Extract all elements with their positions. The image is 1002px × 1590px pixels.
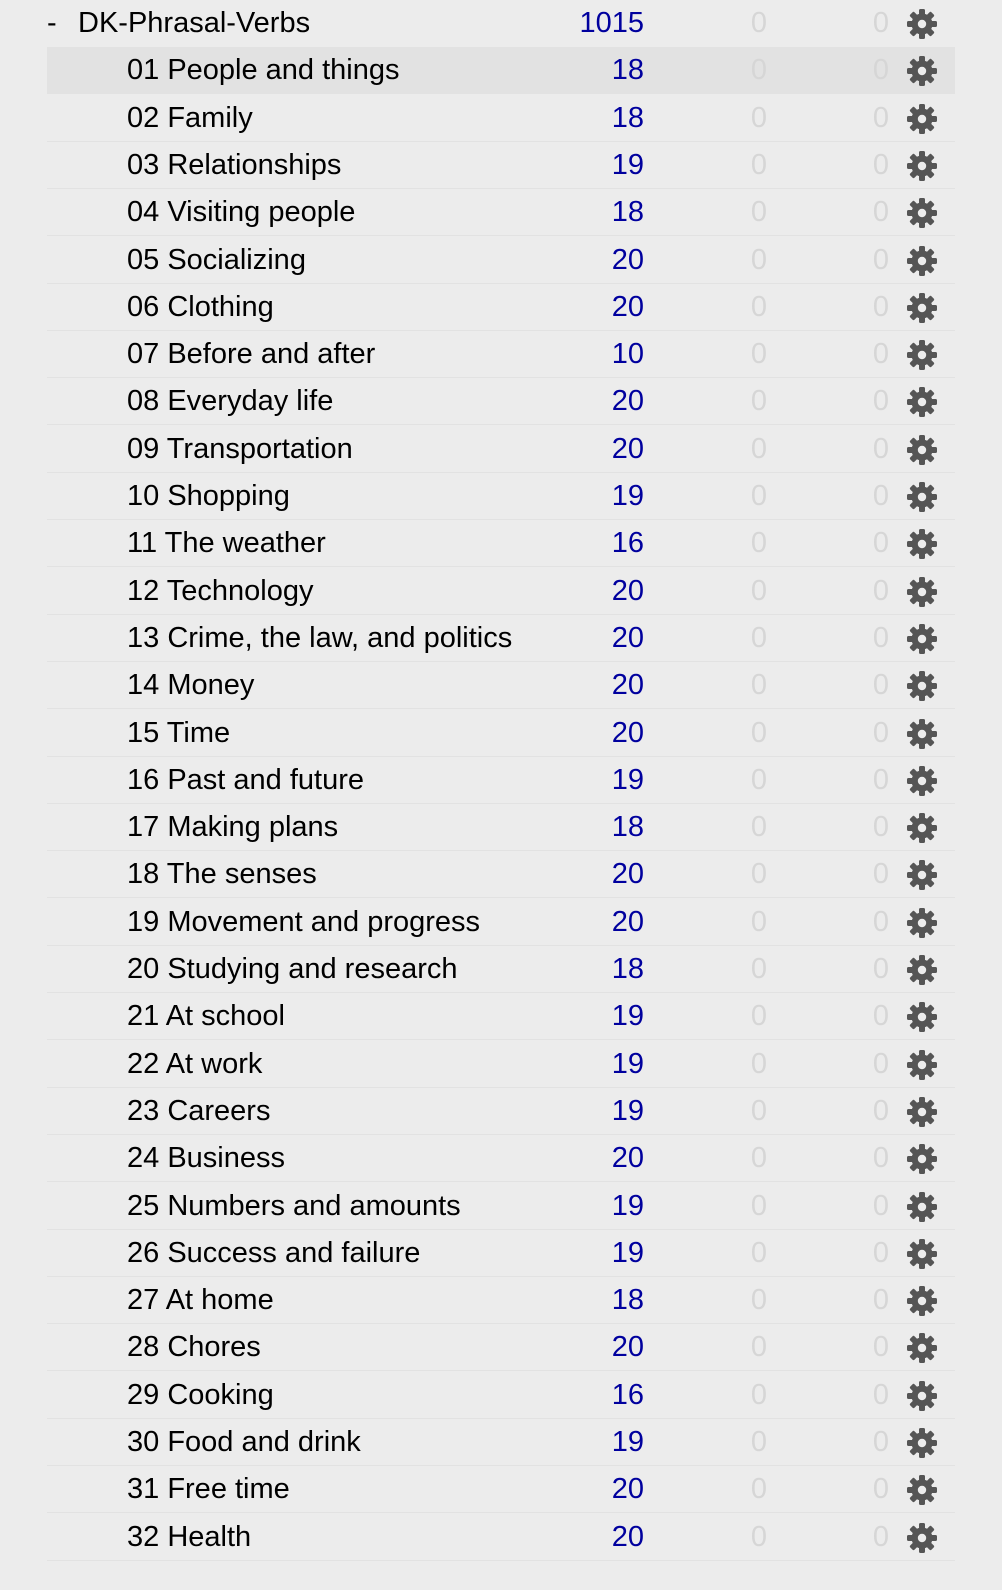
subdeck-name[interactable]: 15 Time xyxy=(127,716,231,749)
learn-count: 0 xyxy=(750,1426,767,1458)
gear-icon[interactable] xyxy=(906,765,938,797)
gear-icon[interactable] xyxy=(906,292,938,324)
new-count: 20 xyxy=(611,1473,644,1506)
subdeck-row[interactable] xyxy=(47,757,955,804)
learn-count: 0 xyxy=(750,1331,767,1364)
gear-icon[interactable] xyxy=(906,1096,938,1128)
new-count: 1015 xyxy=(579,7,644,39)
gear-icon[interactable] xyxy=(906,1427,938,1459)
subdeck-name[interactable]: 14 Money xyxy=(127,669,255,702)
subdeck-name[interactable]: 13 Crime, the law, and politics xyxy=(127,621,513,654)
due-count: 0 xyxy=(872,1189,889,1222)
due-count: 0 xyxy=(872,574,889,607)
subdeck-name[interactable]: 29 Cooking xyxy=(127,1378,274,1411)
gear-icon[interactable] xyxy=(906,859,938,891)
new-count: 20 xyxy=(611,1520,644,1553)
due-count: 0 xyxy=(872,858,889,891)
due-count: 0 xyxy=(872,385,889,418)
learn-count: 0 xyxy=(750,1000,767,1033)
subdeck-row[interactable] xyxy=(47,662,955,709)
new-count: 16 xyxy=(611,1378,644,1411)
new-count: 18 xyxy=(611,811,644,844)
gear-icon[interactable] xyxy=(906,670,938,702)
subdeck-row[interactable] xyxy=(47,378,955,425)
gear-icon[interactable] xyxy=(906,528,938,560)
subdeck-name[interactable]: 11 The weather xyxy=(127,527,326,560)
new-count: 10 xyxy=(611,338,644,371)
subdeck-row[interactable] xyxy=(47,189,955,236)
gear-icon[interactable] xyxy=(906,55,938,87)
subdeck-row[interactable] xyxy=(47,804,955,851)
subdeck-row[interactable] xyxy=(47,142,955,189)
due-count: 0 xyxy=(872,101,889,134)
new-count: 18 xyxy=(611,196,644,229)
learn-count: 0 xyxy=(750,669,767,702)
learn-count: 0 xyxy=(750,905,767,938)
subdeck-name[interactable]: 25 Numbers and amounts xyxy=(127,1189,461,1222)
gear-icon[interactable] xyxy=(906,1001,938,1033)
subdeck-name[interactable]: 04 Visiting people xyxy=(127,196,356,229)
gear-icon[interactable] xyxy=(906,1380,938,1412)
due-count: 0 xyxy=(872,1094,889,1127)
subdeck-row[interactable] xyxy=(47,1183,955,1230)
new-count: 19 xyxy=(611,1426,644,1458)
subdeck-row[interactable] xyxy=(47,331,955,378)
learn-count: 0 xyxy=(750,243,767,276)
new-count: 20 xyxy=(611,905,644,938)
subdeck-row[interactable] xyxy=(47,1277,955,1324)
gear-icon[interactable] xyxy=(906,339,938,371)
gear-icon[interactable] xyxy=(906,386,938,418)
due-count: 0 xyxy=(872,763,889,796)
learn-count: 0 xyxy=(750,858,767,891)
gear-icon[interactable] xyxy=(906,1049,938,1081)
new-count: 20 xyxy=(611,385,644,418)
due-count: 0 xyxy=(872,1378,889,1411)
learn-count: 0 xyxy=(750,574,767,607)
subdeck-name[interactable]: 26 Success and failure xyxy=(127,1236,421,1269)
gear-icon[interactable] xyxy=(906,1143,938,1175)
gear-icon[interactable] xyxy=(906,718,938,750)
new-count: 19 xyxy=(611,1236,644,1269)
subdeck-name[interactable]: 03 Relationships xyxy=(127,148,342,181)
subdeck-name[interactable]: 31 Free time xyxy=(127,1473,290,1506)
due-count: 0 xyxy=(872,953,889,985)
due-count: 0 xyxy=(872,54,889,87)
subdeck-row[interactable] xyxy=(47,520,955,567)
subdeck-row[interactable] xyxy=(47,710,955,757)
due-count: 0 xyxy=(872,716,889,749)
due-count: 0 xyxy=(872,1236,889,1269)
subdeck-name[interactable]: 06 Clothing xyxy=(127,290,274,323)
subdeck-name[interactable]: 01 People and things xyxy=(127,54,400,87)
subdeck-name[interactable]: 27 At home xyxy=(127,1284,274,1317)
learn-count: 0 xyxy=(750,1520,767,1553)
learn-count: 0 xyxy=(750,1473,767,1506)
due-count: 0 xyxy=(872,290,889,323)
gear-icon[interactable] xyxy=(906,576,938,608)
due-count: 0 xyxy=(872,1520,889,1553)
due-count: 0 xyxy=(872,1284,889,1317)
subdeck-row[interactable] xyxy=(47,426,955,473)
new-count: 19 xyxy=(611,148,644,181)
subdeck-row[interactable] xyxy=(47,1419,955,1466)
subdeck-row[interactable] xyxy=(47,1088,955,1135)
learn-count: 0 xyxy=(750,7,767,39)
gear-icon[interactable] xyxy=(906,907,938,939)
due-count: 0 xyxy=(872,669,889,702)
subdeck-row[interactable] xyxy=(47,1514,955,1561)
learn-count: 0 xyxy=(750,811,767,844)
subdeck-row[interactable] xyxy=(47,1230,955,1277)
subdeck-name[interactable]: 05 Socializing xyxy=(127,243,306,276)
subdeck-row[interactable] xyxy=(47,47,955,94)
new-count: 19 xyxy=(611,1094,644,1127)
learn-count: 0 xyxy=(750,54,767,87)
subdeck-row[interactable] xyxy=(47,1324,955,1371)
new-count: 19 xyxy=(611,1047,644,1080)
new-count: 19 xyxy=(611,480,644,512)
due-count: 0 xyxy=(872,1331,889,1364)
due-count: 0 xyxy=(872,1142,889,1175)
learn-count: 0 xyxy=(750,1378,767,1411)
learn-count: 0 xyxy=(750,953,767,985)
deck-row-parent[interactable] xyxy=(47,0,955,47)
due-count: 0 xyxy=(872,196,889,229)
new-count: 19 xyxy=(611,763,644,796)
gear-icon[interactable] xyxy=(906,1474,938,1506)
subdeck-name[interactable]: 21 At school xyxy=(127,1000,285,1033)
due-count: 0 xyxy=(872,1000,889,1033)
subdeck-name[interactable]: 12 Technology xyxy=(127,574,314,607)
new-count: 18 xyxy=(611,101,644,134)
new-count: 20 xyxy=(611,1142,644,1175)
subdeck-name[interactable]: 20 Studying and research xyxy=(127,953,458,985)
gear-icon[interactable] xyxy=(906,197,938,229)
gear-icon[interactable] xyxy=(906,1285,938,1317)
subdeck-name[interactable]: 18 The senses xyxy=(127,858,317,891)
collapse-toggle[interactable]: - xyxy=(47,7,57,39)
new-count: 20 xyxy=(611,432,644,465)
gear-icon[interactable] xyxy=(906,1332,938,1364)
subdeck-name[interactable]: 28 Chores xyxy=(127,1331,261,1364)
new-count: 19 xyxy=(611,1000,644,1033)
new-count: 20 xyxy=(611,858,644,891)
due-count: 0 xyxy=(872,1473,889,1506)
learn-count: 0 xyxy=(750,1236,767,1269)
due-count: 0 xyxy=(872,480,889,512)
subdeck-row[interactable] xyxy=(47,473,955,520)
due-count: 0 xyxy=(872,1047,889,1080)
subdeck-row[interactable] xyxy=(47,899,955,946)
subdeck-name[interactable]: 08 Everyday life xyxy=(127,385,334,418)
subdeck-row[interactable] xyxy=(47,1372,955,1419)
gear-icon[interactable] xyxy=(906,812,938,844)
due-count: 0 xyxy=(872,811,889,844)
learn-count: 0 xyxy=(750,480,767,512)
learn-count: 0 xyxy=(750,527,767,560)
gear-icon[interactable] xyxy=(906,1191,938,1223)
gear-icon[interactable] xyxy=(906,1238,938,1270)
learn-count: 0 xyxy=(750,763,767,796)
subdeck-row[interactable] xyxy=(47,284,955,331)
gear-icon[interactable] xyxy=(906,481,938,513)
due-count: 0 xyxy=(872,243,889,276)
subdeck-row[interactable] xyxy=(47,568,955,615)
learn-count: 0 xyxy=(750,1189,767,1222)
subdeck-name[interactable]: 30 Food and drink xyxy=(127,1426,361,1458)
new-count: 19 xyxy=(611,1189,644,1222)
subdeck-name[interactable]: 22 At work xyxy=(127,1047,263,1080)
learn-count: 0 xyxy=(750,621,767,654)
subdeck-name[interactable]: 07 Before and after xyxy=(127,338,376,371)
learn-count: 0 xyxy=(750,148,767,181)
new-count: 20 xyxy=(611,669,644,702)
learn-count: 0 xyxy=(750,1094,767,1127)
subdeck-name[interactable]: 09 Transportation xyxy=(127,432,353,465)
subdeck-name[interactable]: 02 Family xyxy=(127,101,253,134)
new-count: 18 xyxy=(611,1284,644,1317)
new-count: 18 xyxy=(611,54,644,87)
gear-icon[interactable] xyxy=(906,150,938,182)
gear-icon[interactable] xyxy=(906,103,938,135)
subdeck-name[interactable]: 17 Making plans xyxy=(127,811,339,844)
subdeck-name[interactable]: 19 Movement and progress xyxy=(127,905,481,938)
subdeck-name[interactable]: 24 Business xyxy=(127,1142,285,1175)
subdeck-row[interactable] xyxy=(47,95,955,142)
subdeck-row[interactable] xyxy=(47,993,955,1040)
subdeck-row[interactable] xyxy=(47,237,955,284)
new-count: 18 xyxy=(611,953,644,985)
learn-count: 0 xyxy=(750,196,767,229)
learn-count: 0 xyxy=(750,338,767,371)
due-count: 0 xyxy=(872,1426,889,1458)
subdeck-row[interactable] xyxy=(47,1135,955,1182)
due-count: 0 xyxy=(872,527,889,560)
due-count: 0 xyxy=(872,621,889,654)
gear-icon[interactable] xyxy=(906,623,938,655)
new-count: 20 xyxy=(611,290,644,323)
due-count: 0 xyxy=(872,7,889,39)
new-count: 20 xyxy=(611,716,644,749)
subdeck-name[interactable]: 32 Health xyxy=(127,1520,252,1553)
due-count: 0 xyxy=(872,148,889,181)
new-count: 20 xyxy=(611,621,644,654)
due-count: 0 xyxy=(872,432,889,465)
learn-count: 0 xyxy=(750,1142,767,1175)
subdeck-name[interactable]: 10 Shopping xyxy=(127,480,290,512)
learn-count: 0 xyxy=(750,1047,767,1080)
learn-count: 0 xyxy=(750,385,767,418)
subdeck-row[interactable] xyxy=(47,851,955,898)
gear-icon[interactable] xyxy=(906,8,938,40)
deck-name[interactable]: DK-Phrasal-Verbs xyxy=(78,7,311,39)
gear-icon[interactable] xyxy=(906,245,938,277)
subdeck-name[interactable]: 23 Careers xyxy=(127,1094,271,1127)
new-count: 20 xyxy=(611,1331,644,1364)
learn-count: 0 xyxy=(750,101,767,134)
new-count: 20 xyxy=(611,243,644,276)
gear-icon[interactable] xyxy=(906,1522,938,1554)
new-count: 20 xyxy=(611,574,644,607)
subdeck-row[interactable] xyxy=(47,615,955,662)
subdeck-row[interactable] xyxy=(47,1466,955,1513)
learn-count: 0 xyxy=(750,716,767,749)
learn-count: 0 xyxy=(750,290,767,323)
learn-count: 0 xyxy=(750,1284,767,1317)
subdeck-name[interactable]: 16 Past and future xyxy=(127,763,364,796)
subdeck-row[interactable] xyxy=(47,946,955,993)
gear-icon[interactable] xyxy=(906,434,938,466)
due-count: 0 xyxy=(872,905,889,938)
subdeck-row[interactable] xyxy=(47,1041,955,1088)
due-count: 0 xyxy=(872,338,889,371)
learn-count: 0 xyxy=(750,432,767,465)
new-count: 16 xyxy=(611,527,644,560)
gear-icon[interactable] xyxy=(906,954,938,986)
